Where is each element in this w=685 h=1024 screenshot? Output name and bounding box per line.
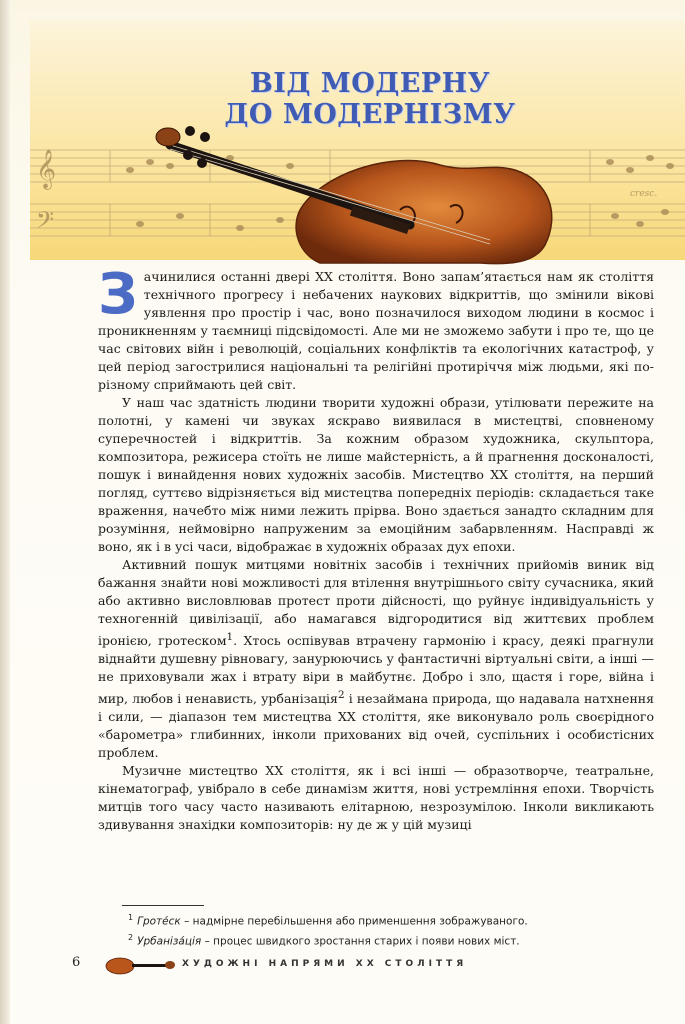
paragraph-3-part-1: Активний пошук митцями новітніх засобів і технічних прийомів виник від бажання знайти нові можливості для втілення внутрішнього світу сучасника, який або активно висловлював протест проти дійсності, що руйнує індивідуальність у техногенній цивілізації, або намагався відгородитися від життєвих проблем іронією, гротеском: [98, 557, 654, 649]
svg-text:𝄞: 𝄞: [36, 149, 57, 189]
footnote-divider: [122, 905, 204, 906]
title-line-1: ВІД МОДЕРНУ: [249, 68, 491, 99]
footnote-2-term: Урбаніза́ція: [137, 935, 202, 947]
footnote-2-text: – процес швидкого зростання старих і появи нових міст.: [201, 935, 520, 947]
page-spine-shadow: [0, 0, 10, 1024]
footnote-1-term: Гроте́ск: [137, 915, 181, 928]
page-footer: [72, 955, 592, 977]
title-line-2: ДО МОДЕРНІЗМУ: [224, 99, 516, 130]
main-article: [98, 262, 654, 834]
footnote-ref-2: 2: [337, 689, 345, 702]
footnote-1: [128, 910, 648, 930]
page-number: 6: [72, 955, 81, 970]
footnote-2-number: 2: [128, 932, 134, 942]
section-running-title: ХУДОЖНІ НАПРЯМИ XX СТОЛІТТЯ: [182, 959, 468, 969]
violin-footer-icon: [102, 955, 177, 975]
drop-cap: З: [98, 262, 138, 327]
staff-marking: cresc.: [630, 189, 658, 199]
footnote-1-text: – надмірне перебільшення або применшення зображуваного.: [180, 915, 528, 928]
violin-illustration: [150, 115, 570, 265]
footnote-ref-1: 1: [226, 631, 234, 643]
svg-text:𝄢: 𝄢: [36, 206, 55, 239]
paragraph-1-text: ачинилися останні двері XX століття. Воно запам’ятається нам як століття технічного прогресу і небачених наукових відкриттів, що змінили вікові уявлення про простір і час, воно позначилося виходом людини в космос і проникненням у таємниці підсвідомості. Але ми не зможемо забути і про те, що це час світових війн і революцій, соціальних конфліктів та екологічних катастроф, у цей період загострилися національні та релігійні протиріччя між людьми, які по-різному сприймають цей світ.: [98, 269, 654, 392]
paragraph-2: У наш час здатність людини творити художні образи, утілювати пережите на полотні, у камені чи звуках яскраво виявилася в мистецтві, сповненому суперечностей і відкриттів. За кожним образом художника, скульптора, композитора, режисера стоїть не лише майстерність, а й прагнення досконалості, пошук і винайдення нових художніх засобів. Мистецтво XX століття, на перший погляд, суттєво відрізняється від мистецтва попередніх періодів: складається таке враження, начебто між ними лежить прірва. Воно здається занадто складним для розуміння, неймовірно напруженим за емоційним забарвленням. Насправді ж воно, як і в усі часи, відображає в художніх образах дух епохи.: [98, 395, 654, 554]
footnote-2: [128, 930, 648, 950]
paragraph-3: [98, 556, 654, 762]
footnote-1-number: 1: [128, 913, 134, 922]
footnotes: [128, 910, 648, 949]
paragraph-1: [98, 262, 654, 394]
paragraph-3-part-2: . Хтось оспівував втрачену гармонію і красу, деякі прагнули віднайти душевну рівновагу, занурюючись у фантастичні віртуальні світи, а інші — не приховували жах і втрату віри в майбутнє. Добро і зло, щастя і горе, війна і мир, любов і ненависть, урбанізація: [98, 633, 654, 707]
paragraph-4: Музичне мистецтво XX століття, як і всі інші — образотворче, театральне, кінематограф, увібрало в себе динамізм життя, нові устремління епохи. Творчість митців того часу часто називають елітарною, незрозумілою. Інколи викликають здивування знахідки композиторів: ну де ж у цій музиці: [98, 763, 654, 833]
paragraph-3-part-3: і незаймана природа, що надавала натхнення і сили, — діапазон тем мистецтва XX століття, яке виконувало роль своєрідного «барометра» глибинних, інколи прихованих від очей, суспільних і особистісних проблем.: [98, 691, 654, 761]
